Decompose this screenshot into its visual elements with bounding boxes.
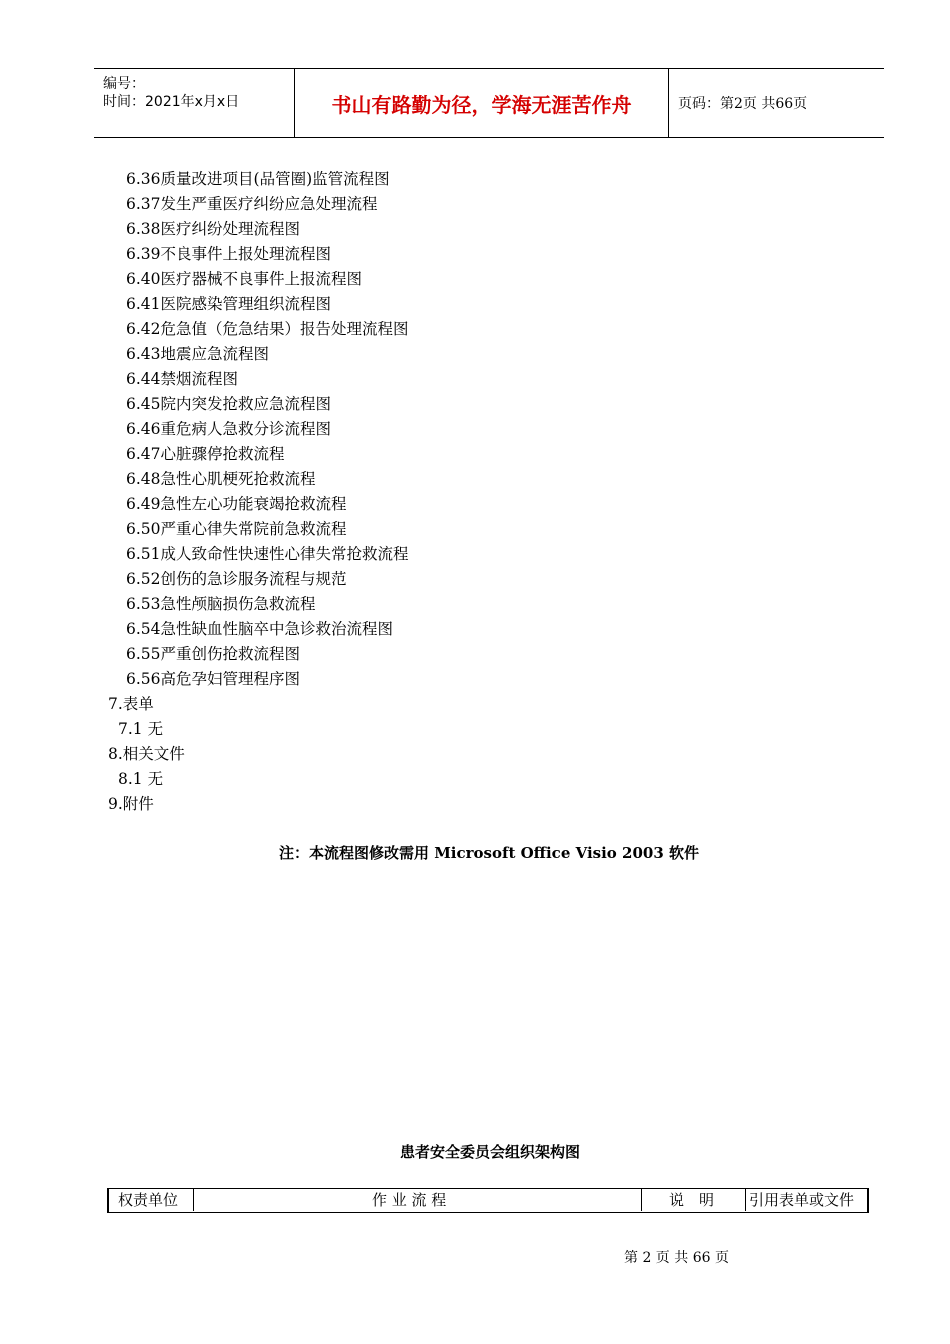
section-heading: 7.表单: [108, 695, 154, 713]
toc-item: [126, 318, 409, 340]
doc-code-label: 编号：: [103, 76, 145, 92]
toc-item: [126, 568, 347, 590]
column-divider: [745, 1189, 746, 1211]
toc-item: [126, 243, 331, 265]
toc-item: [126, 593, 316, 615]
page-footer: 第 2 页 共 66 页: [624, 1250, 729, 1266]
toc-text: 急性心肌梗死抢救流程: [160, 470, 316, 488]
toc-text: 禁烟流程图: [160, 370, 239, 388]
toc-text: 医院感染管理组织流程图: [160, 295, 332, 313]
toc-number: 6.40: [126, 270, 161, 288]
toc-number: 6.46: [126, 420, 161, 438]
toc-item: [126, 418, 331, 440]
section-item: 8.1 无: [118, 770, 164, 788]
column-divider: [193, 1189, 194, 1211]
toc-item: [126, 668, 300, 690]
toc-number: 6.54: [126, 620, 161, 638]
toc-text: 医疗器械不良事件上报流程图: [160, 270, 363, 288]
toc-text: 高危孕妇管理程序图: [160, 670, 301, 688]
process-table-header: [107, 1188, 869, 1213]
toc-text: 严重创伤抢救流程图: [160, 645, 301, 663]
header-page-info: 页码：第2页 共66页: [678, 96, 808, 112]
toc-text: 严重心律失常院前急救流程: [160, 520, 347, 538]
toc-number: 6.47: [126, 445, 161, 463]
toc-text: 急性缺血性脑卒中急诊救治流程图: [160, 620, 394, 638]
toc-number: 6.55: [126, 645, 161, 663]
col-referenced-forms: 引用表单或文件: [749, 1191, 855, 1209]
section-heading: 9.附件: [108, 795, 154, 813]
toc-text: 急性左心功能衰竭抢救流程: [160, 495, 347, 513]
toc-number: 6.50: [126, 520, 161, 538]
toc-text: 危急值（危急结果）报告处理流程图: [160, 320, 409, 338]
toc-text: 医疗纠纷处理流程图: [160, 220, 301, 238]
chart-title: 患者安全委员会组织架构图: [399, 1143, 580, 1161]
toc-item: [126, 468, 316, 490]
toc-text: 急性颅脑损伤急救流程: [160, 595, 316, 613]
col-responsible-unit: 权责单位: [118, 1191, 179, 1209]
header-motto: 书山有路勤为径，学海无涯苦作舟: [331, 92, 632, 117]
visio-note: 注：本流程图修改需用 Microsoft Office Visio 2003 软件: [278, 844, 699, 862]
section-heading: 8.相关文件: [108, 745, 185, 763]
toc-text: 心脏骤停抢救流程: [160, 445, 285, 463]
header-meta: [94, 69, 294, 137]
toc-text: 院内突发抢救应急流程图: [160, 395, 332, 413]
toc-item: [126, 518, 347, 540]
toc-item: [126, 493, 347, 515]
toc-item: [126, 343, 269, 365]
toc-number: 6.42: [126, 320, 161, 338]
column-divider: [641, 1189, 642, 1211]
toc-number: 6.45: [126, 395, 161, 413]
toc-item: [126, 218, 300, 240]
toc-text: 重危病人急救分诊流程图: [160, 420, 332, 438]
col-workflow: 作 业 流 程: [372, 1191, 447, 1209]
page-header: [94, 68, 884, 138]
toc-item: [126, 443, 285, 465]
toc-item: [126, 268, 362, 290]
col-description: 说 明: [669, 1191, 715, 1209]
toc-number: 6.56: [126, 670, 161, 688]
toc-item: [126, 293, 331, 315]
toc-number: 6.52: [126, 570, 161, 588]
toc-item: [126, 368, 238, 390]
doc-date: 时间：2021年x月x日: [103, 94, 240, 110]
toc-text: 不良事件上报处理流程图: [160, 245, 332, 263]
toc-item: [126, 543, 409, 565]
toc-number: 6.36: [126, 170, 161, 188]
toc-text: 地震应急流程图: [160, 345, 270, 363]
toc-number: 6.53: [126, 595, 161, 613]
toc-item: [126, 643, 300, 665]
toc-number: 6.38: [126, 220, 161, 238]
toc-item: [126, 393, 331, 415]
toc-item: [126, 193, 378, 215]
toc-number: 6.44: [126, 370, 161, 388]
toc-item: [126, 168, 390, 190]
toc-text: 发生严重医疗纠纷应急处理流程: [160, 195, 378, 213]
toc-number: 6.39: [126, 245, 161, 263]
toc-number: 6.51: [126, 545, 161, 563]
header-divider: [668, 69, 669, 137]
toc-number: 6.43: [126, 345, 161, 363]
toc-text: 成人致命性快速性心律失常抢救流程: [160, 545, 409, 563]
toc-text: 质量改进项目(品管圈)监管流程图: [160, 170, 390, 188]
toc-number: 6.48: [126, 470, 161, 488]
toc-text: 创伤的急诊服务流程与规范: [160, 570, 347, 588]
toc-number: 6.41: [126, 295, 161, 313]
toc-item: [126, 618, 393, 640]
section-item: 7.1 无: [118, 720, 164, 738]
toc-number: 6.49: [126, 495, 161, 513]
toc-number: 6.37: [126, 195, 161, 213]
